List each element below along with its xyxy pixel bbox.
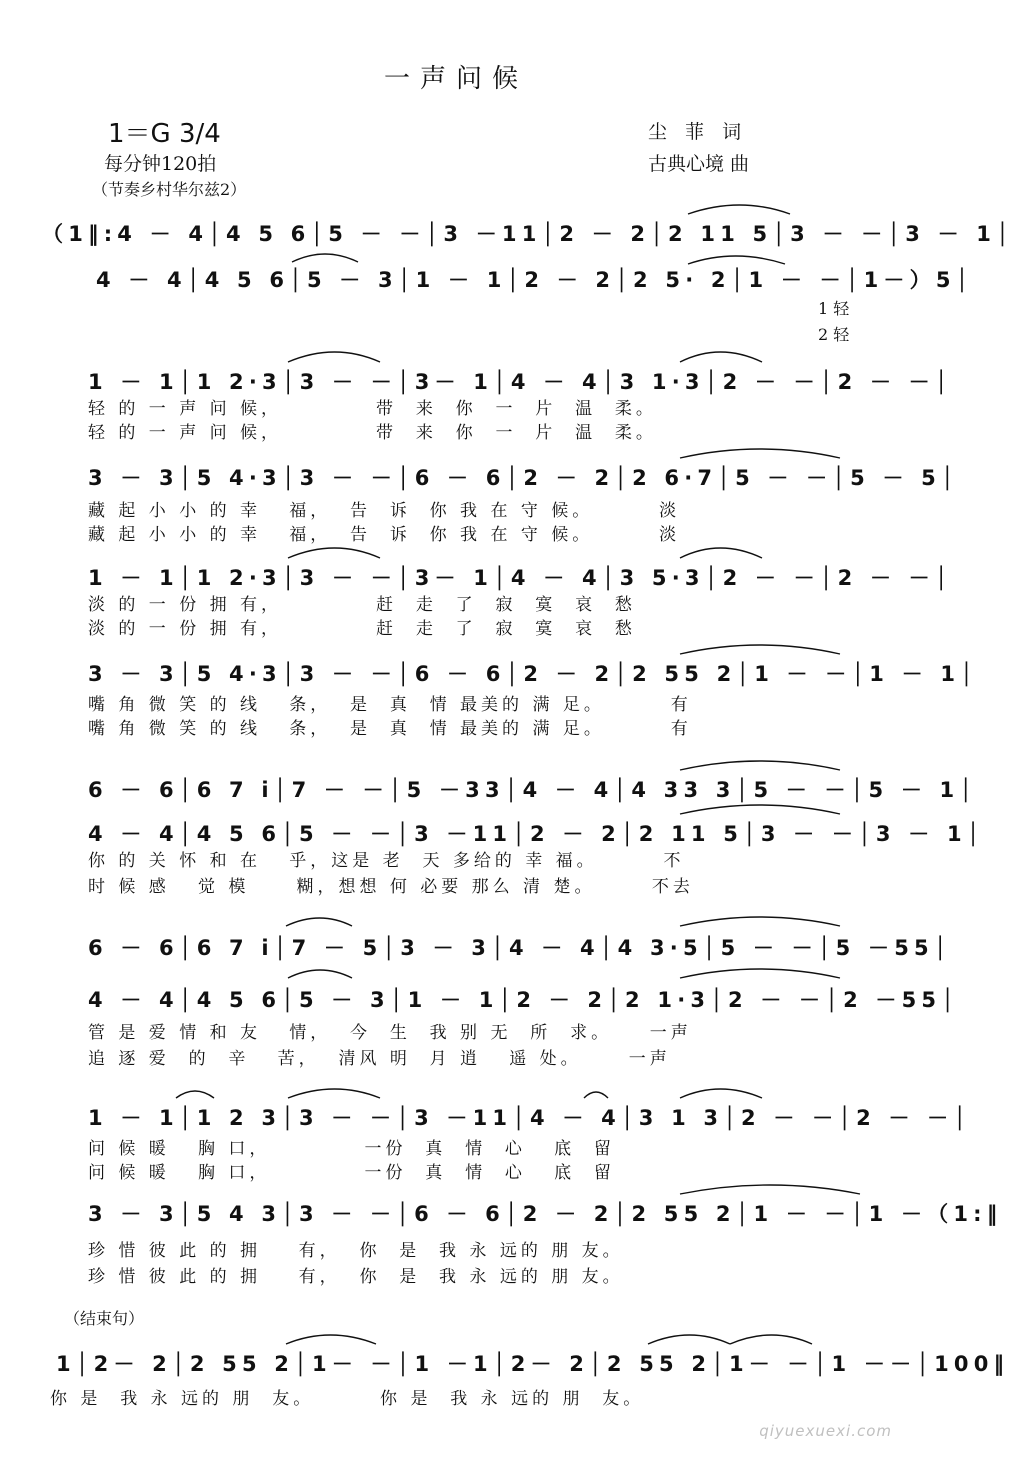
tie-arc (176, 1091, 214, 1098)
site-watermark: qiyuexuexi.com (759, 1422, 892, 1440)
system-5-lyrics-verse-1: 你 的 关 怀 和 在 乎，这是 老 天 多给的 幸 福。 不 (88, 851, 685, 871)
tie-arc (288, 548, 380, 558)
system-3-lyrics-verse-2: 淡 的 一 份 拥 有， 赶 走 了 寂 寞 哀 愁 (88, 619, 636, 639)
system-4-lyrics-verse-1: 嘴 角 微 笑 的 线 条， 是 真 情 最美的 满 足。 有 (88, 695, 692, 715)
system-6-lyrics-verse-2: 追 逐 爱 的 辛 苦， 清风 明 月 逍 遥 处。 一声 (88, 1049, 671, 1069)
tie-arc (730, 1335, 812, 1344)
system-5-notes-line-1: 6 － 6│6 7 i│7 － －│5 －33│4 － 4│4 33 3│5 － －│5 － 1│ (88, 778, 978, 802)
system-4-lyrics-verse-2: 嘴 角 微 笑 的 线 条， 是 真 情 最美的 满 足。 有 (88, 719, 692, 739)
system-4-notes: 3 － 3│5 4·3│3 － －│6 － 6│2 － 2│2 55 2│1 － －│1 － 1│ (88, 662, 978, 686)
tie-arc (680, 761, 840, 770)
system-8-lyrics-verse-1: 珍 惜 彼 此 的 拥 有， 你 是 我 永 远的 朋 友。 (88, 1241, 624, 1261)
system-7-notes: 1 － 1│1 2 3│3 － －│3 －11│4 － 4│3 1 3│2 － －│2 － －│ (88, 1106, 972, 1130)
tie-arc (688, 205, 790, 214)
composer-credit: 古典心境 曲 (648, 153, 750, 175)
tie-arc (680, 805, 840, 814)
system-7-lyrics-verse-2: 问 候 暖 胸 口， 一份 真 情 心 底 留 (88, 1163, 615, 1183)
intro-notes-line-1: （1‖:4 － 4│4 5 6│5 － －│3 －11│2 － 2│2 11 5│3 － －│3 － 1│ (42, 222, 1014, 246)
system-3-notes: 1 － 1│1 2·3│3 － －│3－ 1│4 － 4│3 5·3│2 － －│2 － －│ (88, 566, 953, 590)
system-6-lyrics-verse-1: 管 是 爱 情 和 友 情， 今 生 我 别 无 所 求。 一声 (88, 1023, 692, 1043)
key-meter: 1＝G 3/4 (108, 119, 221, 149)
tie-arc (680, 352, 762, 362)
tie-arc (286, 1335, 376, 1344)
tie-arc (288, 1089, 380, 1098)
system-8-notes: 3 － 3│5 4 3│3 － －│6 － 6│2 － 2│2 55 2│1 － －│1 －（1:‖ (88, 1202, 1003, 1226)
ending-notes: 1│2－ 2│2 55 2│1－ －│1 －1│2－ 2│2 55 2│1－ －│1 －－│100‖ (56, 1352, 1010, 1376)
tie-arc (680, 969, 840, 978)
system-5-notes-line-2: 4 － 4│4 5 6│5 － －│3 －11│2 － 2│2 11 5│3 － －│3 － 1│ (88, 822, 985, 846)
system-8-lyrics-verse-2: 珍 惜 彼 此 的 拥 有， 你 是 我 永 远的 朋 友。 (88, 1267, 624, 1287)
verse-marker-1: 1 轻 (818, 299, 850, 318)
tie-arc (288, 352, 380, 362)
tie-arc (680, 449, 840, 458)
tie-arc (680, 645, 840, 654)
tie-arc (680, 548, 762, 558)
rhythm-style: （节奏乡村华尔兹2） (92, 180, 247, 199)
system-1-lyrics-verse-1: 轻 的 一 声 问 候， 带 来 你 一 片 温 柔。 (88, 399, 657, 419)
system-2-lyrics-verse-1: 藏 起 小 小 的 幸 福， 告 诉 你 我 在 守 候。 淡 (88, 501, 681, 521)
system-2-notes: 3 － 3│5 4·3│3 － －│6 － 6│2 － 2│2 6·7│5 － －│5 － 5│ (88, 466, 959, 490)
tie-arc (680, 1089, 762, 1098)
lyricist-credit: 尘 菲 词 (648, 121, 748, 143)
system-7-lyrics-verse-1: 问 候 暖 胸 口， 一份 真 情 心 底 留 (88, 1139, 615, 1159)
tie-arc (648, 1335, 730, 1344)
song-title: 一声问候 (383, 64, 528, 94)
verse-marker-2: 2 轻 (818, 325, 850, 344)
tie-arc (288, 970, 352, 978)
system-1-lyrics-verse-2: 轻 的 一 声 问 候， 带 来 你 一 片 温 柔。 (88, 423, 657, 443)
tie-arc (286, 918, 352, 926)
system-6-notes-line-2: 4 － 4│4 5 6│5 － 3│1 － 1│2 － 2│2 1·3│2 － －│2 －55│ (88, 988, 960, 1012)
tie-arc (680, 1185, 860, 1194)
ending-label: （结束句） (64, 1309, 145, 1328)
system-3-lyrics-verse-1: 淡 的 一 份 拥 有， 赶 走 了 寂 寞 哀 愁 (88, 595, 636, 615)
system-6-notes-line-1: 6 － 6│6 7 i│7 － 5│3 － 3│4 － 4│4 3·5│5 － －│5 －55│ (88, 936, 952, 960)
tie-arc (584, 1092, 608, 1098)
intro-notes-line-2: 4 － 4│4 5 6│5 － 3│1 － 1│2 － 2│2 5· 2│1 － －│1－）5│ (96, 268, 974, 292)
tie-arc (680, 917, 840, 926)
ending-lyrics: 你 是 我 永 远的 朋 友。 你 是 我 永 远的 朋 友。 (50, 1389, 645, 1409)
system-2-lyrics-verse-2: 藏 起 小 小 的 幸 福， 告 诉 你 我 在 守 候。 淡 (88, 525, 681, 545)
system-5-lyrics-verse-2: 时 候 感 觉 模 糊，想想 何 必要 那么 清 楚。 不去 (88, 877, 694, 897)
tie-arc (688, 256, 785, 264)
system-1-notes: 1 － 1│1 2·3│3 － －│3－ 1│4 － 4│3 1·3│2 － －│2 － －│ (88, 370, 953, 394)
tie-arc (292, 254, 358, 262)
tempo-marking: 每分钟120拍 (104, 153, 217, 175)
